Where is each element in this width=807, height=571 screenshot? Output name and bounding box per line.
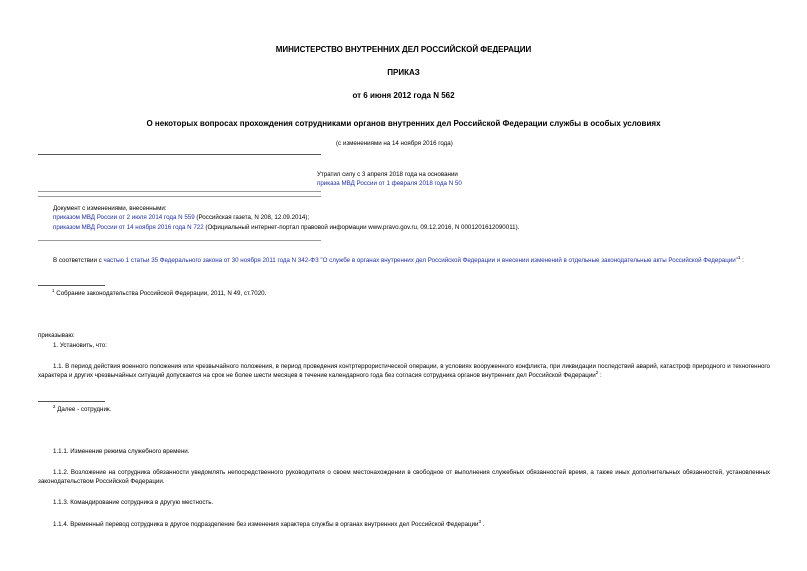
doc-type-heading: ПРИКАЗ [387, 68, 420, 77]
date-number-heading: от 6 июня 2012 года N 562 [352, 91, 455, 100]
federal-law-link[interactable]: частью 1 статьи 35 Федерального закона от 30 ноября 2011 года N 342-ФЗ "О службе в органах внутренних дел Российской Федерации и внесении изменений в отдельные законодательные акты Российской Федерации" [103, 257, 738, 264]
preamble-suffix: : [740, 257, 744, 264]
paragraph-1-1-3: 1.1.3. Командирование сотрудника в другую местность. [53, 499, 214, 506]
divider [38, 154, 321, 155]
footnote-ref[interactable]: 2 [595, 370, 599, 376]
changes-intro: Документ с изменениями, внесенными: [53, 205, 167, 212]
divider [38, 191, 321, 192]
paragraph-end: : [598, 372, 602, 380]
paragraph-1-1-1: 1.1.1. Изменение режима служебного времени. [53, 448, 190, 455]
footnote-2 [53, 405, 111, 414]
paragraph-1-1-4 [53, 520, 484, 529]
paragraph-1: 1. Установить, что: [53, 342, 107, 349]
change-item [53, 213, 309, 222]
change-source: (Российская газета, N 208, 12.09.2014); [194, 214, 310, 221]
paragraph-1-1-2: 1.1.2. Возложение на сотрудника обязанности уведомлять непосредственного руководителя о своем местонахождении в свободное от выполнения служебных обязанностей время, а также иных дополнительных обязанностей, установленных законодательством Российской Федерации. [38, 469, 770, 486]
footnote-divider [38, 401, 105, 402]
change-source: (Официальный интернет-портал правовой информации www.pravo.gov.ru, 09.12.2016, N 0001201612090011). [203, 224, 520, 231]
amended-note: (с изменениями на 14 ноября 2016 года) [336, 140, 453, 147]
change-link[interactable]: приказом МВД России от 14 ноября 2016 года N 722 [53, 224, 204, 231]
preamble-prefix: В соответствии с [53, 257, 104, 264]
change-item [53, 223, 519, 232]
footnote-mark: 1 [52, 287, 55, 293]
paragraph-text: 1.1.4. Временный перевод сотрудника в другое подразделение без изменения характера службы в органах внутренних дел Российской Федерации [53, 521, 479, 528]
divider [38, 240, 321, 241]
footnote-ref[interactable]: 1 [737, 254, 741, 260]
footnote-text: Собрание законодательства Российской Федерации, 2011, N 49, ст.7020. [54, 290, 267, 297]
paragraph-1-1 [38, 362, 770, 381]
preamble-paragraph [38, 256, 770, 265]
footnote-text: Далее - сотрудник. [55, 406, 112, 413]
paragraph-end: . [481, 521, 485, 528]
footnote-divider [38, 285, 105, 286]
paragraph-text: 1.1. В период действия военного положения или чрезвычайного положения, в период проведения контртеррористической операции, в условиях вооруженного конфликта, при ликвидации последствий аварий, катастроф природного и техногенного характера и других чрезвычайных ситуаций допускается на срок не более шести месяцев в течение календарного года без согласия сотрудника органов внутренних дел Российской Федерации [38, 363, 770, 380]
footnote-ref[interactable]: 3 [478, 518, 482, 524]
document-title: О некоторых вопросах прохождения сотрудниками органов внутренних дел Российской Федерации службы в особых условиях [146, 119, 661, 128]
footnote-1 [52, 289, 266, 298]
change-link[interactable]: приказом МВД России от 2 июля 2014 года N 559 [53, 214, 195, 221]
footnote-mark: 2 [53, 403, 56, 409]
expired-text: Утратил силу с 3 апреля 2018 года на основании [317, 171, 458, 178]
command-word: приказываю: [38, 332, 75, 339]
divider [38, 196, 321, 197]
ministry-heading: МИНИСТЕРСТВО ВНУТРЕННИХ ДЕЛ РОССИЙСКОЙ ФЕДЕРАЦИИ [275, 45, 532, 54]
expired-link[interactable]: приказа МВД России от 1 февраля 2018 года N 50 [317, 180, 462, 187]
